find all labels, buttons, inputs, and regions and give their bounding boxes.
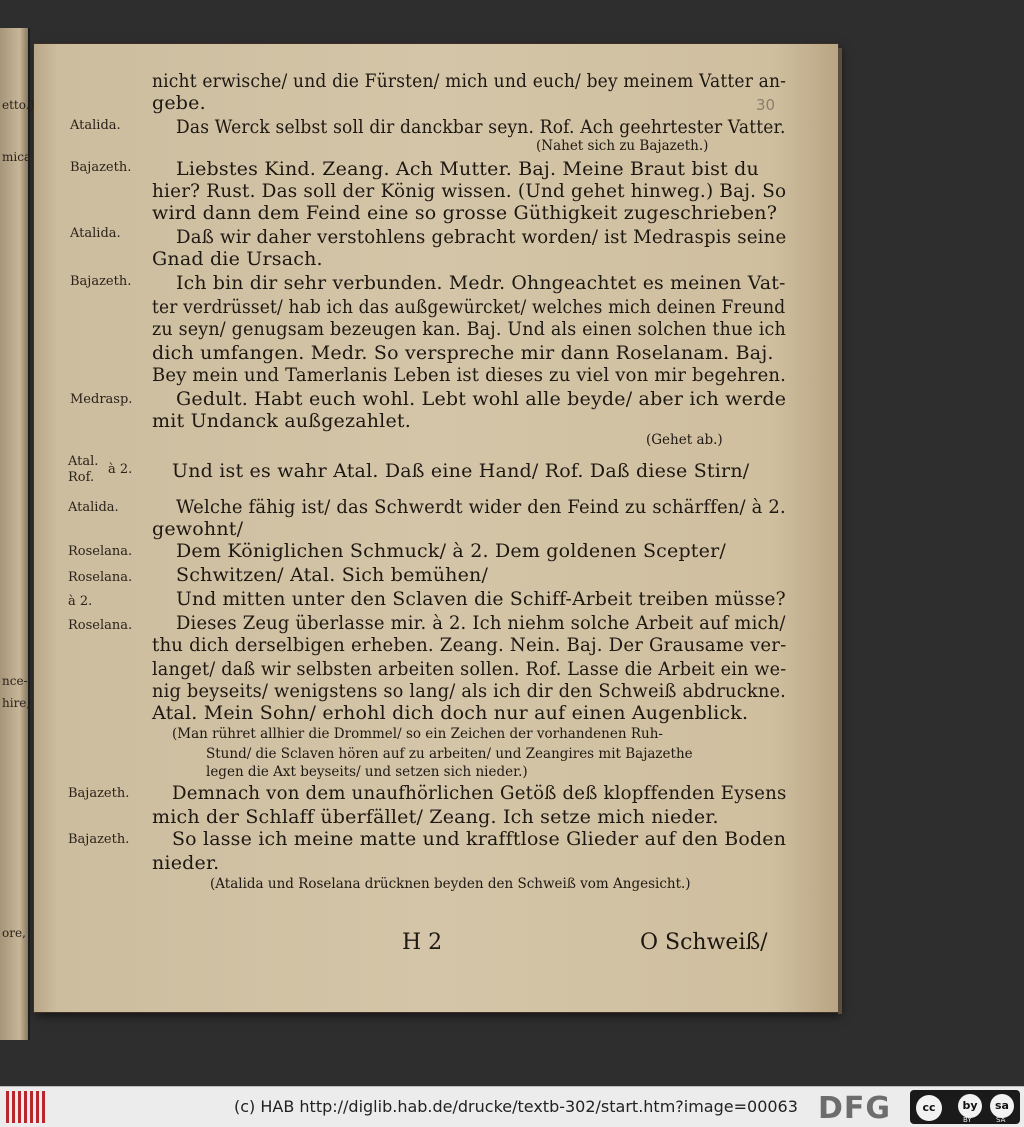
text-line: zu seyn/ genugsam bezeugen kan. Baj. Und als einen solchen thue ich [152,318,786,340]
text-line: wird dann dem Feind eine so grosse Güthigkeit zugeschrieben? [152,202,778,224]
margin-fragment: nce- [2,674,28,688]
speaker-label: Bajazeth. [68,832,130,847]
text-line: nicht erwische/ und die Fürsten/ mich und euch/ bey meinem Vatter an- [152,70,787,92]
stage-direction: (Gehet ab.) [646,432,723,448]
stage-direction: Stund/ die Sclaven hören auf zu arbeiten/ und Zeangires mit Bajazethe [206,746,693,762]
speaker-label: Atal. [68,454,99,469]
speaker-label: à 2. [108,462,133,477]
margin-fragment: hire, [2,696,31,710]
by-icon: by [958,1094,982,1118]
text-line: Dieses Zeug überlasse mir. à 2. Ich niehm solche Arbeit auf mich/ [176,612,786,634]
speaker-label: Bajazeth. [70,160,132,175]
pencil-annotation: 30 [756,96,776,114]
stage-direction: (Nahet sich zu Bajazeth.) [536,138,709,154]
text-line: dich umfangen. Medr. So verspreche mir dann Roselanam. Baj. [152,342,774,364]
footer-bar [0,1086,1024,1127]
text-line: Gedult. Habt euch wohl. Lebt wohl alle beyde/ aber ich werde [176,388,787,410]
speaker-label: Roselana. [68,544,133,559]
speaker-label: Bajazeth. [70,274,132,289]
text-line: Demnach von dem unaufhörlichen Getöß deß klopffenden Eysens [172,782,787,804]
text-line: nieder. [152,852,220,874]
text-line: thu dich derselbigen erheben. Zeang. Nein. Baj. Der Grausame ver- [152,634,787,656]
text-line: Und mitten unter den Sclaven die Schiff-Arbeit treiben müsse? [176,588,786,610]
text-line: Welche fähig ist/ das Schwerdt wider den Feind zu schärffen/ à 2. [176,496,786,518]
copyright-link[interactable]: (c) HAB http://diglib.hab.de/drucke/textb-302/start.htm?image=00063 [234,1097,798,1116]
text-line: Das Werck selbst soll dir danckbar seyn. Rof. Ach geehrtester Vatter. [176,116,786,138]
margin-fragment: etto.) [2,98,35,112]
speaker-label: Atalida. [70,118,121,133]
text-line: Und ist es wahr Atal. Daß eine Hand/ Rof. Daß diese Stirn/ [172,460,750,482]
text-line: langet/ daß wir selbsten arbeiten sollen. Rof. Lasse die Arbeit ein we- [152,658,787,680]
sa-label: SA [996,1116,1006,1124]
previous-page-edge [0,28,35,1040]
speaker-label: Bajazeth. [68,786,130,801]
cc-icon: cc [916,1095,942,1121]
text-line: mich der Schlaff überfället/ Zeang. Ich setze mich nieder. [152,806,719,828]
text-line: Liebstes Kind. Zeang. Ach Mutter. Baj. Meine Braut bist du [176,158,759,180]
signature-mark: H 2 [402,930,443,955]
text-line: Gnad die Ursach. [152,248,323,270]
text-line: Atal. Mein Sohn/ erhohl dich doch nur auf einen Augenblick. [152,702,749,724]
text-line: Bey mein und Tamerlanis Leben ist dieses zu viel von mir begehren. [152,364,787,386]
speaker-label: à 2. [68,594,93,609]
stage-direction: legen die Axt beyseits/ und setzen sich nieder.) [206,764,528,780]
stage-direction: (Man rühret allhier die Drommel/ so ein Zeichen der vorhandenen Ruh- [172,726,663,742]
page-edge-shadow [838,48,842,1014]
text-line: gebe. [152,92,206,114]
sa-icon: sa [990,1094,1014,1118]
text-line: Ich bin dir sehr verbunden. Medr. Ohngeachtet es meinen Vat- [176,272,786,294]
speaker-label: Atalida. [68,500,119,515]
speaker-label: Atalida. [70,226,121,241]
speaker-label: Roselana. [68,570,133,585]
hab-logo-icon [6,1091,46,1123]
text-line: hier? Rust. Das soll der König wissen. (Und gehet hinweg.) Baj. So [152,180,787,202]
stage-direction: (Atalida und Roselana drücknen beyden den Schweiß vom Angesicht.) [210,876,691,892]
text-line: ter verdrüsset/ hab ich das außgewürcket/ welches mich deinen Freund [152,296,786,318]
text-line: Dem Königlichen Schmuck/ à 2. Dem goldenen Scepter/ [176,540,726,562]
catchword: O Schweiß/ [640,930,768,955]
text-line: gewohnt/ [152,518,244,540]
speaker-label: Roselana. [68,618,133,633]
text-line: mit Undanck außgezahlet. [152,410,411,432]
text-line: Schwitzen/ Atal. Sich bemühen/ [176,564,489,586]
text-line: Daß wir daher verstohlens gebracht worden/ ist Medraspis seine [176,226,787,248]
by-label: BY [963,1116,972,1124]
text-line: So lasse ich meine matte und krafftlose Glieder auf den Boden [172,828,787,850]
cc-license-badge[interactable] [910,1090,1020,1124]
dfg-logo[interactable]: DFG [818,1091,892,1126]
speaker-label: Rof. [68,470,95,485]
speaker-label: Medrasp. [70,392,133,407]
margin-fragment: mica [2,150,32,164]
text-line: nig beyseits/ wenigstens so lang/ als ich dir den Schweiß abdruckne. [152,680,787,702]
margin-fragment: ore, [2,926,26,940]
